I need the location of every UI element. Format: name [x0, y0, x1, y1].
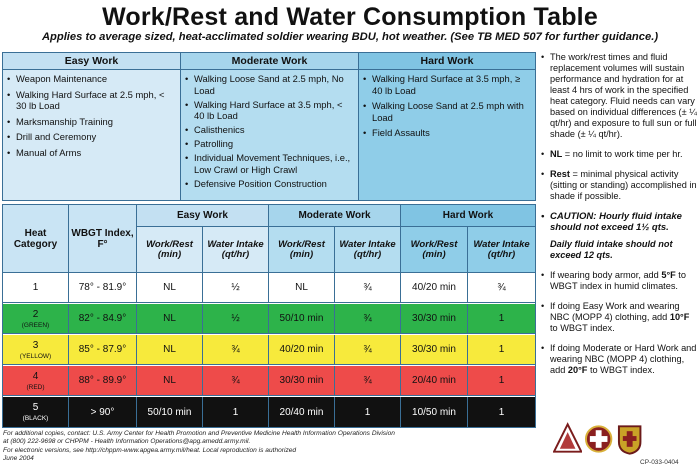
heat-category-header: Heat Category — [3, 205, 69, 273]
hard-work-header: Hard Work — [359, 53, 535, 70]
list-item: • Walking Hard Surface at 2.5 mph, < 30 lb Load — [7, 89, 176, 112]
footer — [3, 430, 523, 464]
chppm-logo — [553, 422, 582, 456]
list-item: • Patrolling — [185, 138, 354, 150]
moderate-work-header: Moderate Work — [181, 53, 358, 70]
work-rest-cell: 30/30 min — [401, 304, 468, 333]
heat-category-color: (BLACK) — [22, 415, 49, 422]
easy-work-header: Easy Work — [3, 53, 180, 70]
note-term: 5°F — [661, 270, 676, 280]
list-item: • Field Assaults — [363, 127, 531, 139]
easy-work-column — [3, 53, 181, 200]
wbgt-cell: 78° - 81.9° — [69, 273, 137, 302]
medical-crest-logo — [584, 422, 613, 456]
heat-category-number: 1 — [32, 282, 39, 293]
work-rest-header: Work/Rest (min) — [137, 227, 203, 273]
moderate-work-list — [181, 70, 358, 189]
water-intake-cell: ¾ — [203, 366, 269, 395]
table-row — [3, 397, 535, 427]
document-code: CP-033-0404 — [640, 459, 679, 466]
note-term: 20°F — [567, 365, 588, 375]
hard-work-column — [359, 53, 535, 200]
work-rest-cell: 50/10 min — [137, 397, 203, 427]
work-rest-cell: NL — [137, 304, 203, 333]
list-item: • Walking Hard Surface at 3.5 mph, < 40 lb Load — [185, 99, 354, 122]
heat-category-cell — [3, 366, 69, 395]
note-text: to WBGT index. — [587, 365, 655, 375]
moderate-work-group-header: Moderate Work — [269, 205, 401, 227]
page-title: Work/Rest and Water Consumption Table — [102, 3, 598, 31]
easy-work-group-header: Easy Work — [137, 205, 269, 227]
daily-intake-note: Daily fluid intake should not exceed 12 qts. — [550, 239, 673, 260]
water-intake-cell: ¾ — [335, 366, 401, 395]
heat-category-number: 4 — [32, 370, 39, 382]
water-intake-cell: 1 — [498, 344, 505, 355]
water-intake-cell: ½ — [203, 273, 269, 302]
note-item — [541, 343, 697, 376]
wbgt-cell: 85° - 87.9° — [69, 335, 137, 364]
water-intake-cell: 1 — [498, 406, 505, 418]
easy-work-list — [3, 70, 180, 158]
heat-category-number: 5 — [32, 402, 39, 413]
water-intake-cell: 1 — [498, 375, 505, 386]
footer-date: June 2004 — [3, 455, 34, 463]
table-row — [3, 304, 535, 334]
wbgt-cell: 88° - 89.9° — [69, 366, 137, 395]
heat-category-cell — [3, 273, 69, 302]
hard-work-list — [359, 70, 535, 139]
note-text: to WBGT index. — [550, 323, 615, 333]
note-item — [541, 149, 697, 160]
water-intake-cell: ¾ — [497, 282, 506, 293]
work-rest-cell: NL — [269, 273, 335, 302]
hard-work-group-header: Hard Work — [401, 205, 535, 227]
heat-category-color: (GREEN) — [21, 321, 50, 329]
work-rest-cell: NL — [137, 335, 203, 364]
list-item: • Individual Movement Techniques, i.e., Low Crawl or High Crawl — [185, 152, 354, 175]
work-rest-cell: 50/10 min — [269, 304, 335, 333]
work-types-table — [2, 52, 536, 201]
water-intake-cell: ¾ — [335, 335, 401, 364]
work-rest-cell: 20/40 min — [401, 366, 468, 395]
water-intake-header: Water Intake (qt/hr) — [468, 227, 535, 273]
work-rest-table — [2, 204, 536, 428]
list-item: • Calisthenics — [185, 124, 354, 136]
page-subtitle: Applies to average sized, heat-acclimated soldier wearing BDU, hot weather. (See TB MED 507 for further guidance.) — [41, 31, 659, 43]
work-rest-cell: 30/30 min — [269, 366, 335, 395]
work-rest-cell: 20/40 min — [269, 397, 335, 427]
footer-line: For additional copies, contact: U.S. Army Center for Health Promotion and Preventive Medicine Health Information Operations Division — [3, 430, 395, 437]
work-rest-cell: 40/20 min — [269, 335, 335, 364]
list-item: • Walking Hard Surface at 3.5 mph, ≥ 40 lb Load — [363, 73, 531, 96]
water-intake-header: Water Intake (qt/hr) — [335, 227, 401, 273]
note-text: to WBGT index in humid climates. — [550, 270, 686, 291]
water-intake-cell: 1 — [335, 397, 401, 427]
list-item: • Weapon Maintenance — [7, 73, 176, 85]
list-item: • Defensive Position Construction — [185, 178, 354, 190]
heat-category-cell — [3, 304, 69, 333]
note-text: = minimal physical activity (sitting or standing) accomplished in shade if possible. — [550, 169, 697, 201]
table-row — [3, 335, 535, 365]
work-rest-cell: NL — [137, 366, 203, 395]
work-rest-cell: 30/30 min — [401, 335, 468, 364]
water-intake-cell: 1 — [203, 397, 269, 427]
table-row — [3, 273, 535, 303]
note-text: If doing Easy Work and wearing NBC (MOPP 4) clothing, add — [550, 301, 680, 322]
water-intake-cell: 1 — [498, 313, 505, 324]
heat-category-color: (YELLOW) — [19, 352, 52, 360]
water-intake-header: Water Intake (qt/hr) — [203, 227, 269, 273]
water-intake-cell: ½ — [203, 304, 269, 333]
note-item: • The work/rest times and fluid replacement volumes will sustain performance and hydration for at least 4 hrs of work in the specified heat category. Fluid needs can vary based on individual differences (± ¼ qt/hr) and exposure to full sun or full shade (± ¼ qt/hr). — [541, 52, 697, 140]
note-term: NL — [550, 149, 563, 159]
work-rest-cell: 10/50 min — [401, 397, 468, 427]
wbgt-cell: > 90° — [69, 397, 137, 427]
heat-category-number: 2 — [32, 308, 39, 320]
water-intake-cell: ¾ — [335, 273, 401, 302]
list-item: • Manual of Arms — [7, 147, 176, 159]
note-term: Rest — [550, 169, 570, 179]
work-rest-header: Work/Rest (min) — [401, 227, 468, 273]
footer-line: For electronic versions, see http://chppm-www.apgea.army.mil/heat. Local reproduction is authorized — [3, 446, 297, 454]
heat-category-cell — [3, 335, 69, 364]
wbgt-header: WBGT Index, F° — [69, 205, 137, 273]
note-item — [541, 301, 697, 334]
note-text: If wearing body armor, add — [550, 270, 662, 280]
water-intake-cell: ¾ — [335, 304, 401, 333]
caution-note: • CAUTION: Hourly fluid intake should not exceed 1½ qts. — [541, 211, 697, 233]
note-text: If doing Moderate or Hard Work and wearing NBC (MOPP 4) clothing, add — [550, 343, 697, 375]
heat-category-cell — [3, 397, 69, 427]
footer-line: at (800) 222-9698 or CHPPM - Health Information Operations@apg.amedd.army.mil. — [3, 438, 251, 446]
heat-category-color: (RED) — [26, 383, 45, 391]
list-item: • Drill and Ceremony — [7, 131, 176, 143]
table-header — [3, 205, 535, 273]
work-rest-cell: NL — [137, 273, 203, 302]
heat-category-number: 3 — [32, 339, 39, 351]
work-rest-cell: 40/20 min — [401, 273, 468, 302]
notes-panel — [541, 52, 697, 385]
note-text: = no limit to work time per hr. — [562, 149, 683, 159]
note-term: 10°F — [669, 312, 690, 322]
army-medical-logo — [616, 422, 643, 456]
note-item — [541, 169, 697, 202]
list-item: • Walking Loose Sand at 2.5 mph, No Load — [185, 73, 354, 96]
water-intake-cell: ¾ — [203, 335, 269, 364]
note-item — [541, 270, 697, 292]
list-item: • Walking Loose Sand at 2.5 mph with Load — [363, 100, 531, 123]
work-rest-header: Work/Rest (min) — [269, 227, 335, 273]
moderate-work-column — [181, 53, 359, 200]
list-item: • Marksmanship Training — [7, 116, 176, 128]
agency-logos — [553, 422, 643, 458]
wbgt-cell: 82° - 84.9° — [69, 304, 137, 333]
table-row — [3, 366, 535, 396]
